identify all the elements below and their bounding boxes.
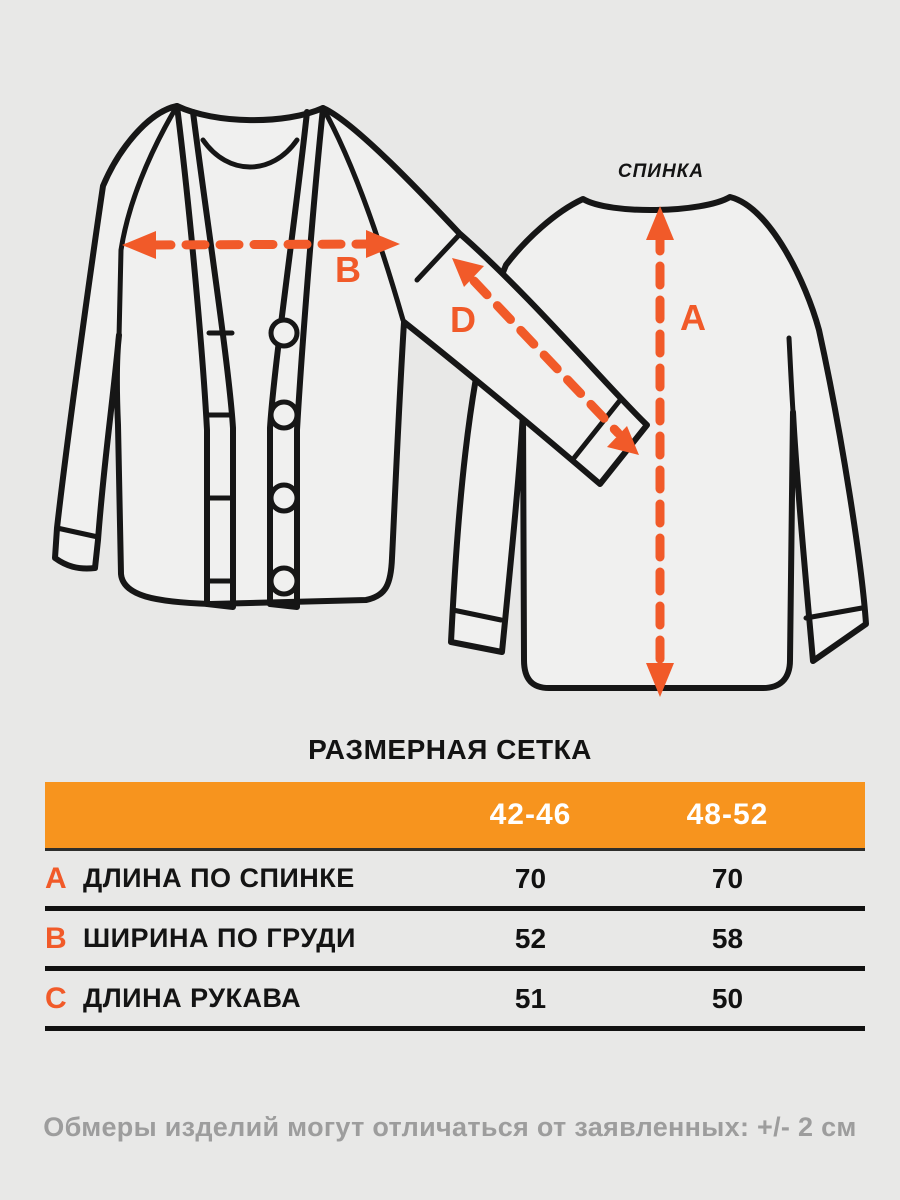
size-table-header [45,782,865,851]
row-value: 51 [514,982,547,1014]
row-letter: C [45,981,67,1015]
size-column-2: 48-52 [686,798,769,831]
row-value: 50 [711,982,744,1014]
size-table [45,782,865,1031]
row-letter: B [45,921,67,955]
measurement-disclaimer: Обмеры изделий могут отличаться от заявленных: +/- 2 см [43,1112,857,1142]
sleeve-length-arrow-label: D [450,299,476,340]
row-letter: A [45,861,67,895]
row-value: 58 [711,922,744,954]
row-label: ДЛИНА РУКАВА [83,983,302,1013]
size-column-1: 42-46 [489,798,572,831]
table-row [45,911,865,971]
size-table-title: РАЗМЕРНАЯ СЕТКА [308,734,592,765]
back-length-arrow-label: A [680,297,706,338]
chest-width-arrow [152,244,370,245]
row-value: 52 [514,922,547,954]
table-row [45,851,865,911]
row-value: 70 [514,862,547,894]
chest-width-arrow-label: B [335,249,361,290]
row-value: 70 [711,862,744,894]
row-label: ДЛИНА ПО СПИНКЕ [83,863,355,893]
row-label: ШИРИНА ПО ГРУДИ [83,923,356,953]
back-view-label: СПИНКА [617,161,705,182]
table-row [45,971,865,1031]
